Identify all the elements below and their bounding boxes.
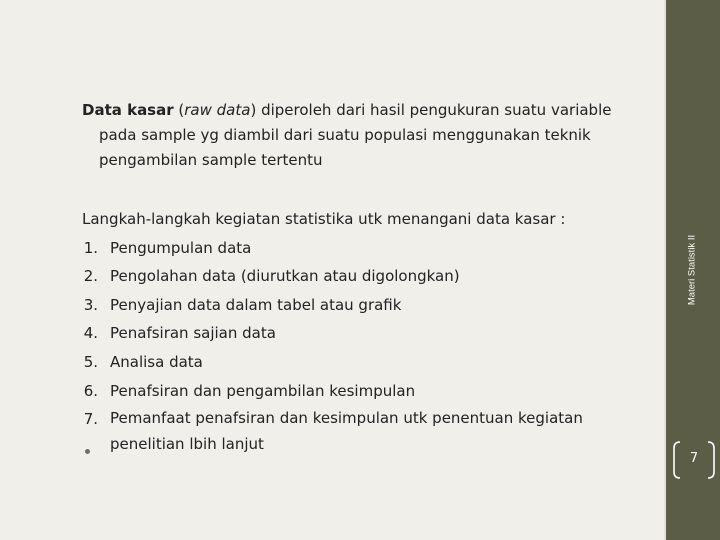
intro-paren-open: ( [173, 101, 185, 119]
step-item [82, 262, 642, 291]
step-text: Penyajian data dalam tabel atau grafik [110, 295, 402, 314]
step-number: 7. [83, 410, 98, 429]
page-number: 7 [689, 451, 699, 466]
step-number: 3. [83, 295, 98, 314]
step-text: Pengolahan data (diurutkan atau digolongkan) [110, 267, 460, 286]
step-item [82, 377, 642, 406]
step-item [82, 348, 642, 377]
empty-bullet-dot [85, 449, 90, 454]
step-item [82, 319, 642, 348]
step-text: Penafsiran sajian data [110, 324, 276, 343]
intro-paragraph [82, 98, 639, 173]
step-number: 6. [83, 381, 98, 400]
step-item [82, 234, 642, 263]
vertical-section-label: Materi Statistik II [686, 234, 698, 306]
step-number: 5. [83, 352, 98, 371]
step-number: 4. [83, 324, 98, 343]
intro-paren-close: ) [250, 101, 257, 119]
step-item [82, 291, 642, 320]
steps-heading: Langkah-langkah kegiatan statistika utk menangani data kasar : [82, 210, 566, 228]
step-text: Analisa data [110, 352, 203, 371]
step-text: Penafsiran dan pengambilan kesimpulan [110, 381, 416, 400]
steps-section [82, 205, 642, 457]
step-text: Pengumpulan data [110, 238, 252, 257]
step-item [82, 405, 642, 457]
intro-italic-term: raw data [184, 101, 251, 119]
page-number-badge [672, 440, 716, 480]
intro-bold-term: Data kasar [82, 101, 174, 119]
sidebar-divider [664, 0, 666, 540]
step-text: Pemanfaat penafsiran dan kesimpulan utk penentuan kegiatan penelitian lbih lanjut [110, 409, 583, 454]
step-number: 1. [83, 238, 98, 257]
intro-body-text: diperoleh dari hasil pengukuran suatu variable pada sample yg diambil dari suatu populasi menggunakan teknik pengambilan sample tertentu [99, 101, 612, 169]
step-number: 2. [83, 267, 98, 286]
